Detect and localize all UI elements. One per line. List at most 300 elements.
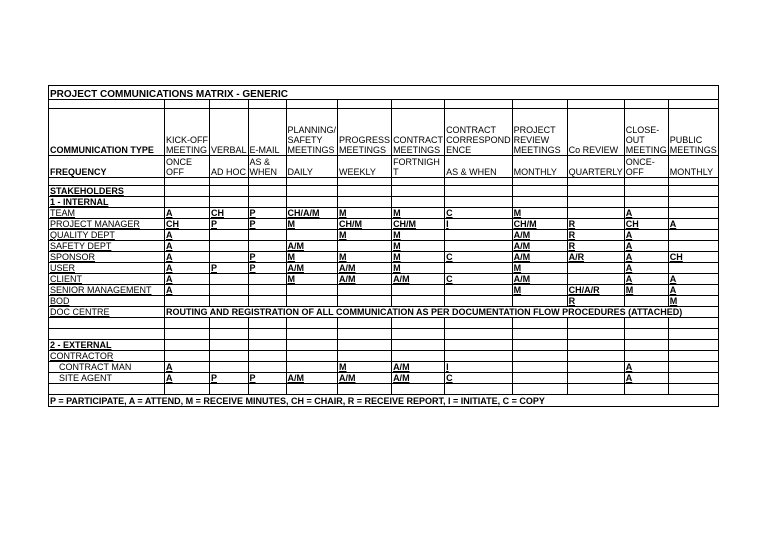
empty-cell bbox=[210, 197, 249, 208]
matrix-cell: I bbox=[445, 219, 513, 230]
column-frequency bbox=[567, 156, 624, 178]
matrix-cell bbox=[338, 285, 392, 296]
matrix-cell: A bbox=[624, 230, 668, 241]
matrix-cell: P bbox=[248, 219, 286, 230]
contractor-label: CONTRACTOR bbox=[49, 351, 165, 362]
matrix-cell: A bbox=[165, 230, 210, 241]
matrix-cell: A bbox=[668, 274, 718, 285]
matrix-cell: A/M bbox=[338, 274, 392, 285]
header-line: ONCE bbox=[166, 157, 193, 167]
matrix-cell: M bbox=[512, 285, 567, 296]
empty-cell bbox=[668, 340, 718, 351]
matrix-cell bbox=[392, 285, 445, 296]
empty-cell bbox=[512, 186, 567, 197]
table-row bbox=[49, 395, 719, 407]
table-row bbox=[49, 296, 719, 307]
matrix-cell: A bbox=[624, 274, 668, 285]
table-row bbox=[49, 197, 719, 208]
column-frequency bbox=[165, 156, 210, 178]
empty-cell bbox=[165, 329, 210, 340]
matrix-cell: A/M bbox=[286, 373, 338, 384]
empty-cell bbox=[567, 318, 624, 329]
empty-cell bbox=[248, 340, 286, 351]
matrix-cell: A bbox=[624, 362, 668, 373]
empty-cell bbox=[567, 197, 624, 208]
empty-cell bbox=[567, 100, 624, 109]
empty-cell bbox=[210, 384, 249, 395]
matrix-cell: CH bbox=[210, 208, 249, 219]
empty-cell bbox=[338, 340, 392, 351]
matrix-cell: A bbox=[165, 208, 210, 219]
matrix-cell: A bbox=[165, 263, 210, 274]
matrix-cell: A/M bbox=[512, 274, 567, 285]
empty-cell bbox=[338, 351, 392, 362]
header-line: ONCE- bbox=[625, 157, 655, 167]
matrix-cell bbox=[210, 252, 249, 263]
empty-cell bbox=[286, 186, 338, 197]
matrix-cell: R bbox=[567, 296, 624, 307]
header-line: MEETINGS bbox=[393, 145, 441, 155]
matrix-cell: P bbox=[248, 208, 286, 219]
empty-cell bbox=[624, 340, 668, 351]
matrix-cell bbox=[210, 230, 249, 241]
matrix-cell: A bbox=[624, 208, 668, 219]
matrix-cell bbox=[210, 296, 249, 307]
communication-type-label: COMMUNICATION TYPE bbox=[49, 109, 165, 156]
empty-cell bbox=[392, 329, 445, 340]
header-line: PLANNING/ bbox=[287, 125, 337, 135]
stakeholder-name: SITE AGENT bbox=[49, 373, 165, 384]
column-frequency bbox=[392, 156, 445, 178]
matrix-cell bbox=[248, 285, 286, 296]
empty-cell bbox=[668, 186, 718, 197]
header-line: T bbox=[393, 167, 399, 177]
matrix-cell: M bbox=[286, 219, 338, 230]
matrix-cell: A bbox=[165, 274, 210, 285]
matrix-cell bbox=[668, 241, 718, 252]
matrix-cell: A bbox=[668, 219, 718, 230]
empty-cell bbox=[392, 384, 445, 395]
matrix-cell bbox=[248, 274, 286, 285]
matrix-cell: A/M bbox=[286, 241, 338, 252]
table-row bbox=[49, 252, 719, 263]
empty-cell bbox=[668, 178, 718, 186]
table-row bbox=[49, 351, 719, 362]
matrix-cell: A bbox=[165, 241, 210, 252]
table-row bbox=[49, 219, 719, 230]
header-line: AD HOC bbox=[211, 167, 247, 177]
matrix-cell bbox=[445, 285, 513, 296]
matrix-cell bbox=[445, 241, 513, 252]
matrix-cell: CH/A/R bbox=[567, 285, 624, 296]
matrix-cell bbox=[567, 208, 624, 219]
matrix-cell bbox=[668, 373, 718, 384]
empty-cell bbox=[165, 178, 210, 186]
table-row bbox=[49, 109, 719, 156]
matrix-cell: A/R bbox=[567, 252, 624, 263]
empty-cell bbox=[210, 340, 249, 351]
empty-cell bbox=[248, 329, 286, 340]
matrix-cell: CH bbox=[668, 252, 718, 263]
stakeholders-label: STAKEHOLDERS bbox=[49, 186, 165, 197]
empty-cell bbox=[165, 186, 210, 197]
matrix-cell: A/M bbox=[392, 274, 445, 285]
empty-cell bbox=[286, 340, 338, 351]
stakeholder-name: SENIOR MANAGEMENT bbox=[49, 285, 165, 296]
matrix-cell: M bbox=[392, 263, 445, 274]
internal-label: 1 - INTERNAL bbox=[49, 197, 165, 208]
matrix-cell bbox=[624, 296, 668, 307]
header-line: Co REVIEW bbox=[568, 145, 619, 155]
stakeholder-name: SPONSOR bbox=[49, 252, 165, 263]
header-line: E-MAIL bbox=[249, 145, 280, 155]
matrix-cell: M bbox=[286, 252, 338, 263]
empty-cell bbox=[392, 351, 445, 362]
empty-cell bbox=[512, 384, 567, 395]
empty-cell bbox=[624, 100, 668, 109]
stakeholder-name: PROJECT MANAGER bbox=[49, 219, 165, 230]
matrix-cell bbox=[567, 373, 624, 384]
empty-cell bbox=[624, 384, 668, 395]
column-frequency bbox=[624, 156, 668, 178]
empty-cell bbox=[49, 100, 165, 109]
stakeholder-name: USER bbox=[49, 263, 165, 274]
empty-cell bbox=[567, 384, 624, 395]
empty-cell bbox=[624, 178, 668, 186]
matrix-cell bbox=[165, 296, 210, 307]
matrix-cell: A bbox=[624, 252, 668, 263]
matrix-cell: A/M bbox=[338, 373, 392, 384]
empty-cell bbox=[338, 384, 392, 395]
empty-cell bbox=[392, 186, 445, 197]
matrix-cell bbox=[512, 296, 567, 307]
table-row bbox=[49, 230, 719, 241]
empty-cell bbox=[49, 318, 165, 329]
matrix-cell: M bbox=[338, 252, 392, 263]
empty-cell bbox=[512, 197, 567, 208]
matrix-cell: C bbox=[445, 274, 513, 285]
header-line: PROGRESS bbox=[339, 135, 391, 145]
table-row bbox=[49, 318, 719, 329]
stakeholder-name: QUALITY DEPT bbox=[49, 230, 165, 241]
column-type-header bbox=[668, 109, 718, 156]
empty-cell bbox=[668, 100, 718, 109]
empty-cell bbox=[624, 329, 668, 340]
matrix-cell: CH/M bbox=[512, 219, 567, 230]
matrix-cell bbox=[445, 263, 513, 274]
matrix-cell: CH/A/M bbox=[286, 208, 338, 219]
matrix-cell: A bbox=[165, 373, 210, 384]
empty-cell bbox=[286, 100, 338, 109]
empty-cell bbox=[668, 351, 718, 362]
matrix-cell bbox=[668, 208, 718, 219]
empty-cell bbox=[392, 100, 445, 109]
table-row bbox=[49, 329, 719, 340]
matrix-cell: A bbox=[624, 263, 668, 274]
matrix-cell: A bbox=[165, 285, 210, 296]
matrix-cell: A bbox=[165, 362, 210, 373]
matrix-cell bbox=[445, 230, 513, 241]
matrix-cell: CH bbox=[165, 219, 210, 230]
table-row bbox=[49, 362, 719, 373]
empty-cell bbox=[512, 329, 567, 340]
matrix-cell bbox=[445, 296, 513, 307]
stakeholder-name: BOD bbox=[49, 296, 165, 307]
empty-cell bbox=[49, 329, 165, 340]
matrix-cell: R bbox=[567, 241, 624, 252]
matrix-cell: A/M bbox=[512, 252, 567, 263]
empty-cell bbox=[392, 197, 445, 208]
table-row bbox=[49, 178, 719, 186]
matrix-cell: R bbox=[567, 219, 624, 230]
matrix-cell: M bbox=[392, 208, 445, 219]
header-line: CONTRACT bbox=[446, 125, 497, 135]
column-type-header bbox=[165, 109, 210, 156]
matrix-cell: C bbox=[445, 208, 513, 219]
table-row bbox=[49, 384, 719, 395]
matrix-cell: A bbox=[624, 373, 668, 384]
header-line: AS & WHEN bbox=[446, 167, 497, 177]
header-line: MEETING bbox=[166, 145, 208, 155]
empty-cell bbox=[210, 100, 249, 109]
header-line: MEETINGS bbox=[513, 145, 561, 155]
header-line: PUBLIC bbox=[669, 135, 703, 145]
column-type-header bbox=[248, 109, 286, 156]
header-line: QUARTERLY bbox=[568, 167, 623, 177]
table-row bbox=[49, 100, 719, 109]
column-type-header bbox=[567, 109, 624, 156]
empty-cell bbox=[668, 329, 718, 340]
matrix-cell: P bbox=[248, 373, 286, 384]
column-frequency bbox=[512, 156, 567, 178]
table-row bbox=[49, 156, 719, 178]
matrix-cell bbox=[210, 362, 249, 373]
header-line: MEETINGS bbox=[287, 145, 335, 155]
header-line: OFF bbox=[625, 167, 644, 177]
empty-cell bbox=[165, 340, 210, 351]
stakeholder-name: CLIENT bbox=[49, 274, 165, 285]
header-line: AS & bbox=[249, 157, 271, 167]
column-frequency bbox=[248, 156, 286, 178]
empty-cell bbox=[165, 351, 210, 362]
empty-cell bbox=[567, 329, 624, 340]
empty-cell bbox=[338, 186, 392, 197]
empty-cell bbox=[392, 340, 445, 351]
matrix-cell: A bbox=[165, 252, 210, 263]
header-line: CLOSE- bbox=[625, 125, 660, 135]
matrix-cell: M bbox=[512, 263, 567, 274]
matrix-cell: CH/M bbox=[338, 219, 392, 230]
empty-cell bbox=[512, 178, 567, 186]
matrix-cell: CH/M bbox=[392, 219, 445, 230]
matrix-cell bbox=[567, 263, 624, 274]
table-row bbox=[49, 373, 719, 384]
matrix-cell bbox=[338, 296, 392, 307]
matrix-cell bbox=[512, 373, 567, 384]
header-line: WEEKLY bbox=[339, 167, 376, 177]
matrix-cell: P bbox=[248, 263, 286, 274]
matrix-cell: M bbox=[512, 208, 567, 219]
matrix-cell: M bbox=[286, 274, 338, 285]
column-type-header bbox=[624, 109, 668, 156]
empty-cell bbox=[624, 186, 668, 197]
empty-cell bbox=[445, 384, 513, 395]
empty-cell bbox=[445, 100, 513, 109]
matrix-cell: C bbox=[445, 252, 513, 263]
empty-cell bbox=[445, 197, 513, 208]
matrix-cell: A bbox=[624, 241, 668, 252]
empty-cell bbox=[567, 340, 624, 351]
matrix-cell bbox=[286, 362, 338, 373]
header-line: VERBAL bbox=[211, 145, 247, 155]
header-line: KICK-OFF bbox=[166, 135, 208, 145]
table-row bbox=[49, 263, 719, 274]
matrix-cell: A/M bbox=[392, 373, 445, 384]
matrix-cell bbox=[567, 274, 624, 285]
empty-cell bbox=[624, 318, 668, 329]
empty-cell bbox=[248, 178, 286, 186]
header-line: MEETINGS bbox=[339, 145, 387, 155]
empty-cell bbox=[445, 186, 513, 197]
empty-cell bbox=[512, 318, 567, 329]
matrix-cell: P bbox=[210, 263, 249, 274]
matrix-cell bbox=[668, 362, 718, 373]
header-line: MONTHLY bbox=[513, 167, 557, 177]
matrix-cell: A/M bbox=[338, 263, 392, 274]
empty-cell bbox=[338, 329, 392, 340]
matrix-cell: P bbox=[210, 219, 249, 230]
header-line: ENCE bbox=[446, 145, 472, 155]
stakeholder-name: SAFETY DEPT bbox=[49, 241, 165, 252]
empty-cell bbox=[668, 318, 718, 329]
empty-cell bbox=[49, 178, 165, 186]
stakeholder-name: DOC CENTRE bbox=[49, 307, 165, 318]
matrix-cell: A bbox=[668, 285, 718, 296]
header-line: DAILY bbox=[287, 167, 313, 177]
external-label: 2 - EXTERNAL bbox=[49, 340, 165, 351]
matrix-cell: P bbox=[248, 252, 286, 263]
empty-cell bbox=[624, 351, 668, 362]
matrix-cell bbox=[668, 263, 718, 274]
matrix-cell bbox=[248, 296, 286, 307]
header-line: MEETINGS bbox=[669, 145, 717, 155]
header-line: MONTHLY bbox=[669, 167, 714, 177]
empty-cell bbox=[624, 197, 668, 208]
empty-cell bbox=[445, 351, 513, 362]
table-row bbox=[49, 208, 719, 219]
column-type-header bbox=[286, 109, 338, 156]
empty-cell bbox=[338, 178, 392, 186]
header-line: REVIEW bbox=[513, 135, 550, 145]
column-type-header bbox=[210, 109, 249, 156]
empty-cell bbox=[286, 178, 338, 186]
empty-cell bbox=[165, 197, 210, 208]
column-frequency bbox=[668, 156, 718, 178]
table-row bbox=[49, 274, 719, 285]
matrix-cell: M bbox=[392, 252, 445, 263]
stakeholder-name: CONTRACT MAN bbox=[49, 362, 165, 373]
empty-cell bbox=[210, 329, 249, 340]
header-line: PROJECT bbox=[513, 125, 556, 135]
legend: P = PARTICIPATE, A = ATTEND, M = RECEIVE MINUTES, CH = CHAIR, R = RECEIVE REPORT, I = INITIATE, C = COPY bbox=[49, 395, 719, 407]
matrix-cell: M bbox=[338, 208, 392, 219]
empty-cell bbox=[445, 340, 513, 351]
header-line: CONTRACT bbox=[393, 135, 444, 145]
matrix-cell: C bbox=[445, 373, 513, 384]
empty-cell bbox=[210, 318, 249, 329]
column-type-header bbox=[445, 109, 513, 156]
header-line: CORRESPOND bbox=[446, 135, 511, 145]
matrix-cell: CH bbox=[624, 219, 668, 230]
matrix-cell bbox=[392, 296, 445, 307]
column-frequency bbox=[338, 156, 392, 178]
empty-cell bbox=[248, 100, 286, 109]
empty-cell bbox=[286, 318, 338, 329]
column-frequency bbox=[445, 156, 513, 178]
matrix-cell bbox=[512, 362, 567, 373]
header-line: OUT bbox=[625, 135, 645, 145]
matrix-cell: A/M bbox=[392, 362, 445, 373]
matrix-cell: M bbox=[624, 285, 668, 296]
empty-cell bbox=[512, 351, 567, 362]
empty-cell bbox=[445, 329, 513, 340]
page-title: PROJECT COMMUNICATIONS MATRIX - GENERIC bbox=[49, 86, 719, 100]
empty-cell bbox=[567, 178, 624, 186]
empty-cell bbox=[668, 197, 718, 208]
empty-cell bbox=[248, 186, 286, 197]
empty-cell bbox=[512, 340, 567, 351]
empty-cell bbox=[338, 197, 392, 208]
communications-matrix bbox=[48, 85, 719, 407]
empty-cell bbox=[286, 197, 338, 208]
table-row bbox=[49, 307, 719, 318]
empty-cell bbox=[392, 318, 445, 329]
empty-cell bbox=[567, 186, 624, 197]
matrix-cell bbox=[567, 362, 624, 373]
header-line: OFF bbox=[166, 167, 184, 177]
empty-cell bbox=[338, 318, 392, 329]
empty-cell bbox=[445, 318, 513, 329]
matrix-cell bbox=[248, 230, 286, 241]
column-frequency bbox=[210, 156, 249, 178]
column-type-header bbox=[338, 109, 392, 156]
matrix-cell: R bbox=[567, 230, 624, 241]
column-type-header bbox=[392, 109, 445, 156]
table-row bbox=[49, 86, 719, 100]
matrix-cell bbox=[248, 241, 286, 252]
empty-cell bbox=[248, 318, 286, 329]
empty-cell bbox=[286, 384, 338, 395]
empty-cell bbox=[165, 318, 210, 329]
column-type-header bbox=[512, 109, 567, 156]
empty-cell bbox=[286, 329, 338, 340]
matrix-cell bbox=[286, 285, 338, 296]
empty-cell bbox=[286, 351, 338, 362]
matrix-cell: M bbox=[392, 230, 445, 241]
empty-cell bbox=[248, 384, 286, 395]
table-row bbox=[49, 285, 719, 296]
matrix-cell: M bbox=[392, 241, 445, 252]
header-line: MEETING bbox=[625, 145, 667, 155]
matrix-cell bbox=[338, 241, 392, 252]
frequency-label: FREQUENCY bbox=[49, 156, 165, 178]
matrix-cell bbox=[668, 230, 718, 241]
empty-cell bbox=[210, 351, 249, 362]
empty-cell bbox=[567, 351, 624, 362]
matrix-cell: M bbox=[338, 230, 392, 241]
header-line: SAFETY bbox=[287, 135, 323, 145]
header-line: FORTNIGH bbox=[393, 157, 440, 167]
